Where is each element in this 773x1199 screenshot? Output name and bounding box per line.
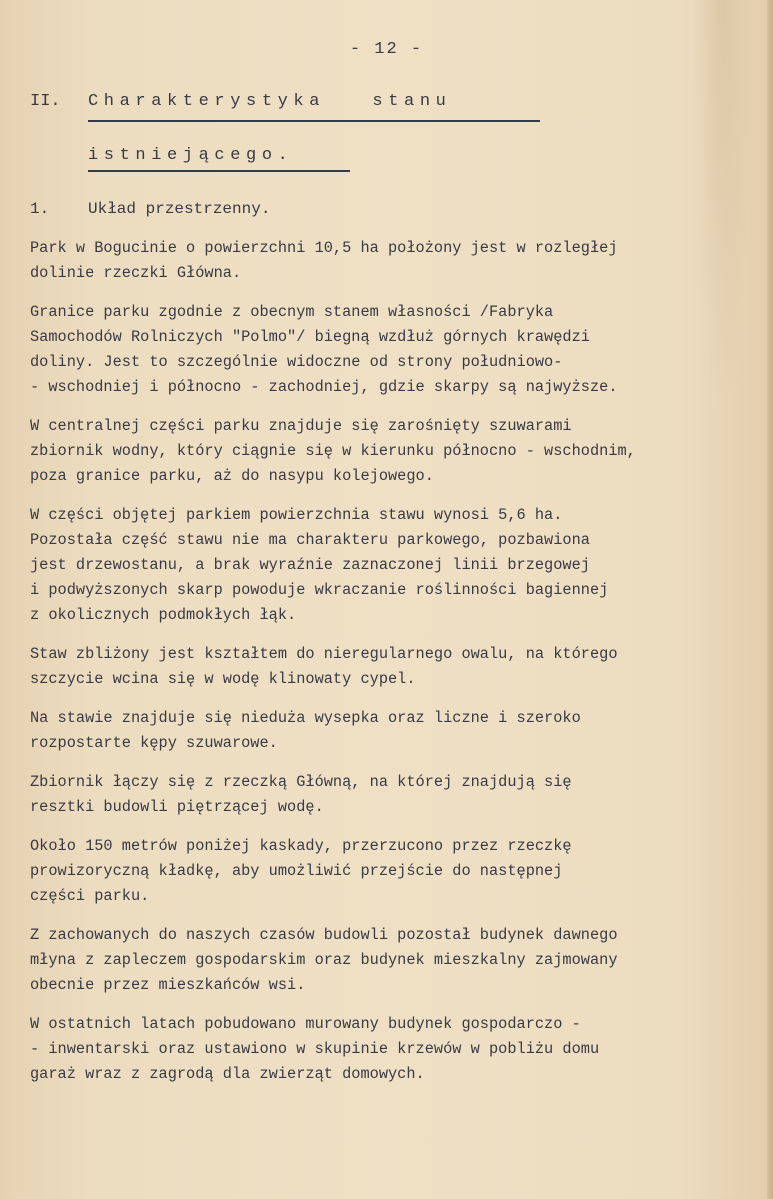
paragraph-line: Staw zbliżony jest kształtem do nieregularnego owalu, na którego [30,645,618,663]
paragraph [30,642,730,692]
paragraph [30,414,730,489]
paragraph-line: garaż wraz z zagrodą dla zwierząt domowych. [30,1065,425,1083]
paragraph-line: Około 150 metrów poniżej kaskady, przerzucono przez rzeczkę [30,837,572,855]
title-underline-2 [88,170,350,172]
paragraph-line: prowizoryczną kładkę, aby umożliwić przejście do następnej [30,862,563,880]
paragraph-line: Granice parku zgodnie z obecnym stanem własności /Fabryka [30,303,554,321]
page-number: - 12 - [349,40,424,59]
paragraph-line: Z zachowanych do naszych czasów budowli pozostał budynek dawnego [30,926,618,944]
paragraph-line: Samochodów Rolniczych "Polmo"/ biegną wzdłuż górnych krawędzi [30,328,590,346]
paragraph [30,706,730,756]
title-underline-1 [88,120,540,122]
paragraph-line: zbiornik wodny, który ciągnie się w kierunku północno - wschodnim, [30,442,636,460]
paragraph-line: i podwyższonych skarp powoduje wkraczanie roślinności bagiennej [30,581,609,599]
paragraph [30,236,730,286]
paragraph-line: części parku. [30,887,150,905]
section-heading [30,200,270,218]
section-title: Układ przestrzenny. [88,200,271,218]
paragraph-line: Park w Bogucinie o powierzchni 10,5 ha położony jest w rozległej [30,239,618,257]
paragraph-line: W centralnej części parku znajduje się zarośnięty szuwarami [30,417,572,435]
chapter-title-line2: istniejącego. [88,146,294,165]
paragraph-line: - inwentarski oraz ustawiono w skupinie krzewów w pobliżu domu [30,1040,600,1058]
paragraph-line: Zbiornik łączy się z rzeczką Główną, na której znajdują się [30,773,572,791]
paragraph-line: Pozostała część stawu nie ma charakteru parkowego, pozbawiona [30,531,590,549]
paragraph-line: dolinie rzeczki Główna. [30,264,242,282]
paragraph-line: szczycie wcina się w wodę klinowaty cypel. [30,670,416,688]
paragraph-line: W części objętej parkiem powierzchnia stawu wynosi 5,6 ha. [30,506,563,524]
paragraph-line: poza granice parku, aż do nasypu kolejowego. [30,467,434,485]
paragraph [30,503,730,628]
paragraph [30,1012,730,1087]
paragraph-line: jest drzewostanu, a brak wyraźnie zaznaczonej linii brzegowej [30,556,590,574]
paragraph-line: - wschodniej i północno - zachodniej, gdzie skarpy są najwyższe. [30,378,618,396]
paragraph-line: rozpostarte kępy szuwarowe. [30,734,278,752]
chapter-number-label: II. [30,92,61,111]
paragraph-line: W ostatnich latach pobudowano murowany budynek gospodarczo - [30,1015,581,1033]
chapter-title-line1: Charakterystyka stanu [88,92,452,111]
paper-edge [767,0,773,1199]
paragraph [30,770,730,820]
paragraph [30,923,730,998]
paragraph-line: Na stawie znajduje się nieduża wysepka oraz liczne i szeroko [30,709,581,727]
paragraph-line: obecnie przez mieszkańców wsi. [30,976,306,994]
paragraph-line: doliny. Jest to szczególnie widoczne od strony południowo- [30,353,563,371]
body-text [30,236,730,1101]
paragraph-line: z okolicznych podmokłych łąk. [30,606,297,624]
section-number: 1. [30,200,50,218]
paragraph-line: młyna z zapleczem gospodarskim oraz budynek mieszkalny zajmowany [30,951,618,969]
paragraph [30,834,730,909]
chapter-number [30,92,88,111]
paragraph-line: resztki budowli piętrzącej wodę. [30,798,324,816]
paragraph [30,300,730,400]
